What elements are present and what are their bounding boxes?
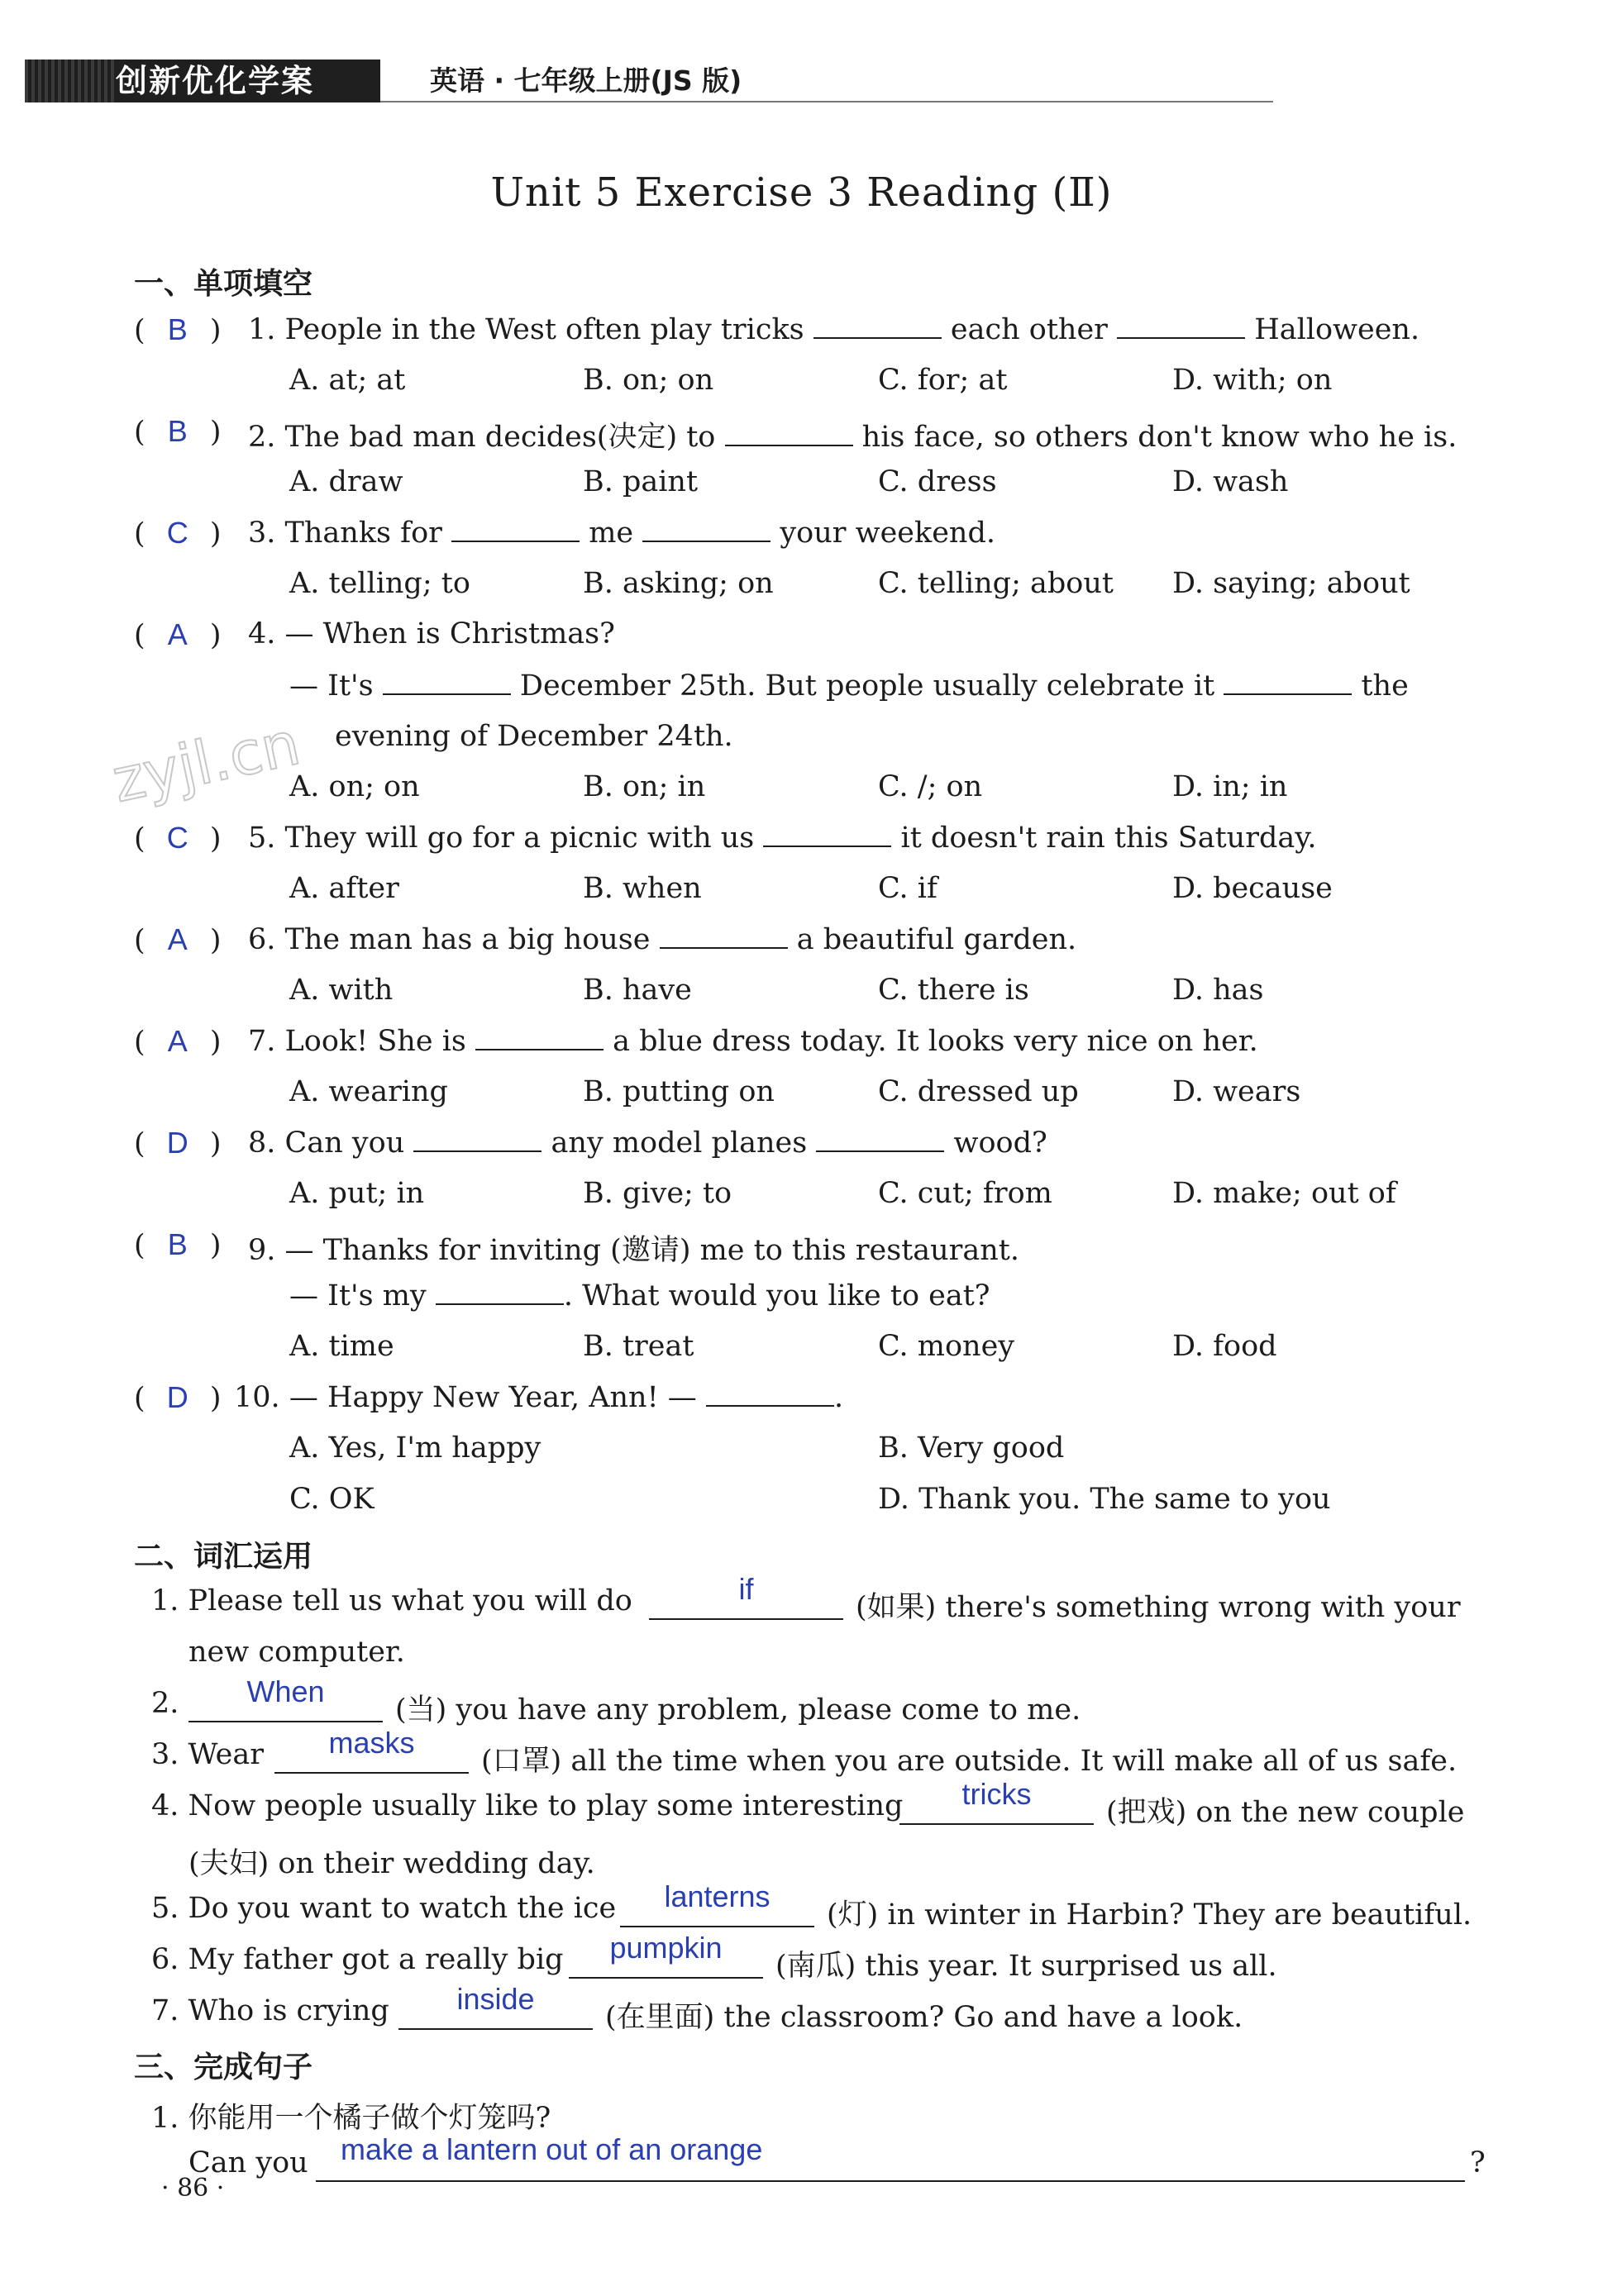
sentence1-blank: make a lantern out of an orange	[316, 2139, 1465, 2182]
q7-option-b: B. putting on	[583, 1075, 775, 1108]
vocab1-after: (如果) there's something wrong with your	[856, 1591, 1461, 1624]
q2-option-b: B. paint	[583, 465, 699, 498]
vocab5-before: 5. Do you want to watch the ice	[151, 1892, 617, 1925]
sentence1-after: ?	[1470, 2146, 1486, 2179]
vocab3-after: (口罩) all the time when you are outside. It will make all of us safe.	[481, 1745, 1457, 1778]
book-title: 英语 · 七年级上册(JS 版)	[430, 64, 742, 97]
sentence1-prompt: 1. 你能用一个橘子做个灯笼吗?	[151, 2102, 551, 2135]
vocab4-before: 4. Now people usually like to play some interesting	[151, 1789, 904, 1822]
q5-stem: 5. They will go for a picnic with us it doesn't rain this Saturday.	[248, 822, 1317, 855]
vocab1-before: 1. Please tell us what you will do	[151, 1584, 632, 1617]
q8-option-b: B. give; to	[583, 1177, 732, 1210]
q10-option-c: C. OK	[289, 1483, 375, 1516]
q4-stem-line2: — It's December 25th. But people usually celebrate it the	[289, 669, 1409, 703]
vocab4-cont: (夫妇) on their wedding day.	[188, 1847, 595, 1880]
q9-option-c: C. money	[878, 1330, 1015, 1363]
q7-option-a: A. wearing	[289, 1075, 448, 1108]
q4-stem-line3: evening of December 24th.	[335, 720, 733, 753]
q10-option-a: A. Yes, I'm happy	[289, 1431, 541, 1465]
q6-option-b: B. have	[583, 974, 692, 1007]
vocab1-cont: new computer.	[188, 1636, 405, 1669]
brand-logo: 创新优化学案	[25, 60, 380, 102]
q1-option-c: C. for; at	[878, 364, 1008, 397]
q8-answer: ( D )	[134, 1126, 222, 1160]
q4-option-c: C. /; on	[878, 770, 983, 803]
vocab2-num: 2.	[151, 1687, 179, 1720]
q9-answer: ( B )	[134, 1227, 222, 1262]
q3-option-c: C. telling; about	[878, 567, 1114, 600]
q2-option-a: A. draw	[289, 465, 403, 498]
q7-answer: ( A )	[134, 1024, 222, 1059]
q9-stem-line2: — It's my . What would you like to eat?	[289, 1279, 990, 1312]
q10-stem: 10. — Happy New Year, Ann! — .	[234, 1381, 844, 1414]
q8-option-d: D. make; out of	[1172, 1177, 1396, 1210]
sentence1-before: Can you	[188, 2146, 308, 2179]
vocab5-after: (灯) in winter in Harbin? They are beautiful.	[827, 1898, 1472, 1932]
q6-option-a: A. with	[289, 974, 394, 1007]
q1-option-b: B. on; on	[583, 364, 714, 397]
q8-option-a: A. put; in	[289, 1177, 425, 1210]
q4-stem: 4. — When is Christmas?	[248, 617, 615, 650]
header-rule	[380, 101, 1273, 102]
q3-option-a: A. telling; to	[289, 567, 470, 600]
vocab1-blank: if	[649, 1579, 843, 1620]
vocab6-after: (南瓜) this year. It surprised us all.	[775, 1950, 1277, 1983]
q6-option-c: C. there is	[878, 974, 1029, 1007]
q1-option-a: A. at; at	[289, 364, 406, 397]
q10-option-b: B. Very good	[878, 1431, 1065, 1465]
q7-option-c: C. dressed up	[878, 1075, 1079, 1108]
section2-heading: 二、词汇运用	[134, 1540, 313, 1574]
vocab3-blank: masks	[274, 1732, 469, 1774]
vocab2-blank: When	[188, 1681, 383, 1722]
q7-stem: 7. Look! She is a blue dress today. It looks very nice on her.	[248, 1025, 1258, 1058]
q2-answer: ( B )	[134, 414, 222, 449]
q3-option-d: D. saying; about	[1172, 567, 1410, 600]
q4-answer: ( A )	[134, 617, 222, 652]
section3-heading: 三、完成句子	[134, 2051, 313, 2084]
q4-option-a: A. on; on	[289, 770, 420, 803]
q9-option-b: B. treat	[583, 1330, 694, 1363]
q9-option-d: D. food	[1172, 1330, 1277, 1363]
vocab6-blank: pumpkin	[569, 1937, 763, 1979]
vocab4-after: (把戏) on the new couple	[1106, 1796, 1465, 1829]
section1-heading: 一、单项填空	[134, 267, 313, 301]
q7-option-d: D. wears	[1172, 1075, 1301, 1108]
vocab5-blank: lanterns	[620, 1886, 814, 1927]
q2-option-d: D. wash	[1172, 465, 1289, 498]
page-number: · 86 ·	[161, 2174, 225, 2203]
q1-option-d: D. with; on	[1172, 364, 1333, 397]
q6-stem: 6. The man has a big house a beautiful garden.	[248, 923, 1077, 956]
vocab7-blank: inside	[398, 1989, 593, 2030]
q1-stem: 1. People in the West often play tricks each other Halloween.	[248, 313, 1420, 346]
q9-option-a: A. time	[289, 1330, 394, 1363]
brand-stripe	[25, 60, 116, 102]
q4-option-b: B. on; in	[583, 770, 706, 803]
q3-stem: 3. Thanks for me your weekend.	[248, 517, 995, 550]
q5-answer: ( C )	[134, 821, 222, 855]
q4-option-d: D. in; in	[1172, 770, 1288, 803]
q6-answer: ( A )	[134, 922, 222, 957]
q10-answer: ( D )	[134, 1380, 222, 1415]
q2-option-c: C. dress	[878, 465, 997, 498]
q5-option-b: B. when	[583, 872, 702, 905]
q8-option-c: C. cut; from	[878, 1177, 1052, 1210]
vocab4-blank: tricks	[899, 1784, 1094, 1825]
q6-option-d: D. has	[1172, 974, 1264, 1007]
vocab6-before: 6. My father got a really big	[151, 1943, 564, 1976]
vocab2-after: (当) you have any problem, please come to me.	[395, 1693, 1081, 1727]
q3-answer: ( C )	[134, 516, 222, 550]
watermark: zyjl.cn	[106, 708, 306, 816]
q3-option-b: B. asking; on	[583, 567, 774, 600]
q8-stem: 8. Can you any model planes wood?	[248, 1127, 1047, 1160]
q10-option-d: D. Thank you. The same to you	[878, 1483, 1331, 1516]
vocab7-before: 7. Who is crying	[151, 1994, 389, 2027]
q5-option-d: D. because	[1172, 872, 1333, 905]
vocab3-before: 3. Wear	[151, 1738, 264, 1771]
page-header	[25, 60, 1257, 102]
q5-option-a: A. after	[289, 872, 399, 905]
q5-option-c: C. if	[878, 872, 937, 905]
page-title: Unit 5 Exercise 3 Reading (Ⅱ)	[490, 169, 1113, 216]
vocab7-after: (在里面) the classroom? Go and have a look.	[605, 2001, 1243, 2034]
q1-answer: ( B )	[134, 312, 222, 347]
q2-stem: 2. The bad man decides(决定) to his face, so others don't know who he is.	[248, 421, 1457, 454]
q9-stem: 9. — Thanks for inviting (邀请) me to this restaurant.	[248, 1234, 1019, 1267]
